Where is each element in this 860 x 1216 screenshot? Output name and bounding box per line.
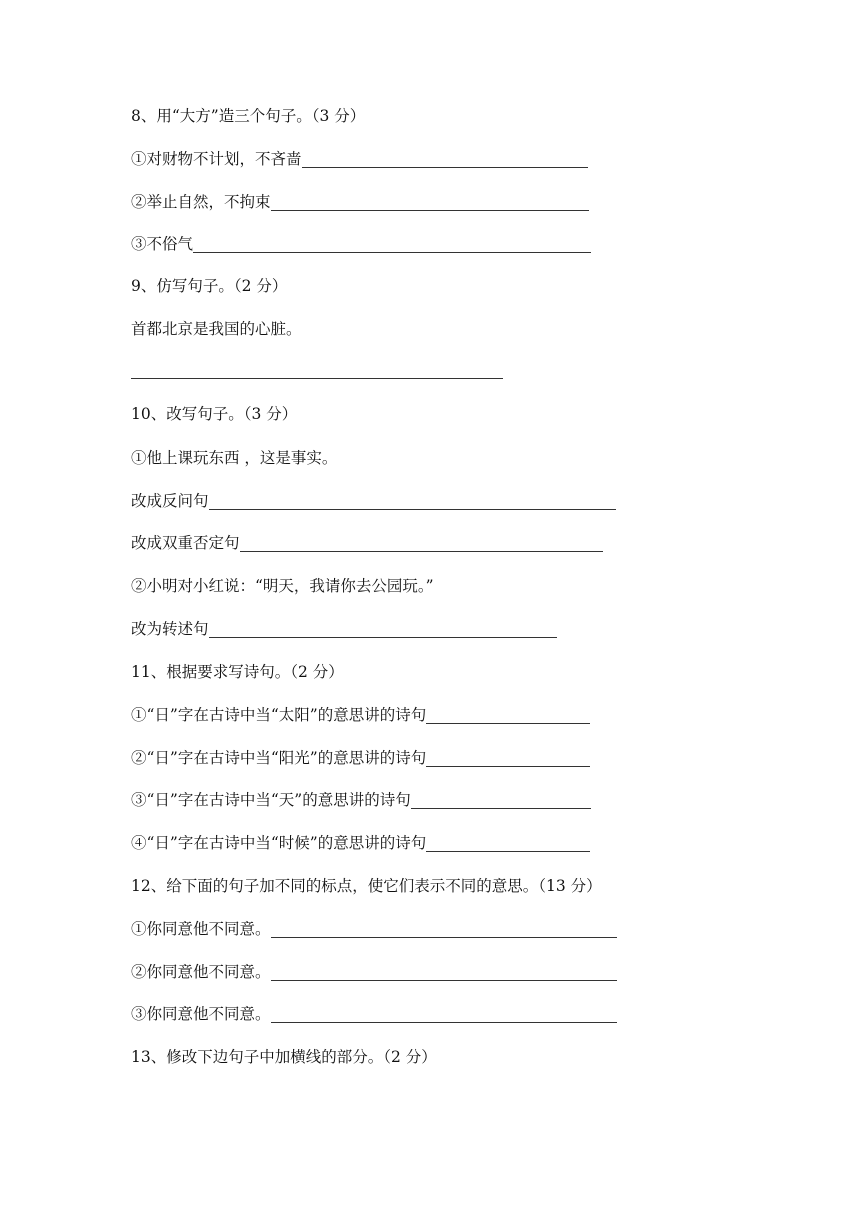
answer-blank[interactable] xyxy=(193,252,591,253)
question-12-title: 12、给下面的句子加不同的标点，使它们表示不同的意思。（13 分） xyxy=(131,877,602,895)
answer-blank[interactable] xyxy=(411,808,591,809)
q11-item-1: ①“日”字在古诗中当“太阳”的意思讲的诗句 xyxy=(131,703,590,727)
q8-item-3: ③不俗气 xyxy=(131,232,591,256)
q12-item-1: ①你同意他不同意。 xyxy=(131,917,617,941)
q10-option-double-negative: 改成双重否定句 xyxy=(131,531,603,555)
answer-blank[interactable] xyxy=(426,723,590,724)
q12-item-3: ③你同意他不同意。 xyxy=(131,1002,617,1026)
answer-blank[interactable] xyxy=(271,210,589,211)
question-10-title: 10、改写句子。（3 分） xyxy=(131,405,298,423)
q9-answer-line[interactable] xyxy=(131,378,503,379)
answer-blank[interactable] xyxy=(302,167,588,168)
q11-item-2: ②“日”字在古诗中当“阳光”的意思讲的诗句 xyxy=(131,746,590,770)
q12-item-2: ②你同意他不同意。 xyxy=(131,960,617,984)
q10-option-rhetorical: 改成反问句 xyxy=(131,489,616,513)
answer-blank[interactable] xyxy=(426,851,590,852)
q10-sentence-2: ②小明对小红说：“明天，我请你去公园玩。” xyxy=(131,577,434,595)
q10-option-indirect: 改为转述句 xyxy=(131,617,557,641)
question-13-title: 13、修改下边句子中加横线的部分。（2 分） xyxy=(131,1048,437,1066)
q11-item-4: ④“日”字在古诗中当“时候”的意思讲的诗句 xyxy=(131,831,590,855)
answer-blank[interactable] xyxy=(209,509,616,510)
answer-blank[interactable] xyxy=(271,980,617,981)
question-8-title: 8、用“大方”造三个句子。（3 分） xyxy=(131,107,366,125)
q11-item-3: ③“日”字在古诗中当“天”的意思讲的诗句 xyxy=(131,788,591,812)
answer-blank[interactable] xyxy=(240,551,603,552)
q10-sentence-1: ①他上课玩东西 ，这是事实。 xyxy=(131,449,338,467)
question-9-title: 9、仿写句子。（2 分） xyxy=(131,277,288,295)
q9-sentence: 首都北京是我国的心脏。 xyxy=(131,320,302,338)
q8-item-2: ②举止自然，不拘束 xyxy=(131,190,589,214)
answer-blank[interactable] xyxy=(426,766,590,767)
answer-blank[interactable] xyxy=(271,1022,617,1023)
q8-item-1: ①对财物不计划，不吝啬 xyxy=(131,147,588,171)
question-11-title: 11、根据要求写诗句。（2 分） xyxy=(131,663,344,681)
answer-blank[interactable] xyxy=(209,637,557,638)
answer-blank[interactable] xyxy=(271,937,617,938)
